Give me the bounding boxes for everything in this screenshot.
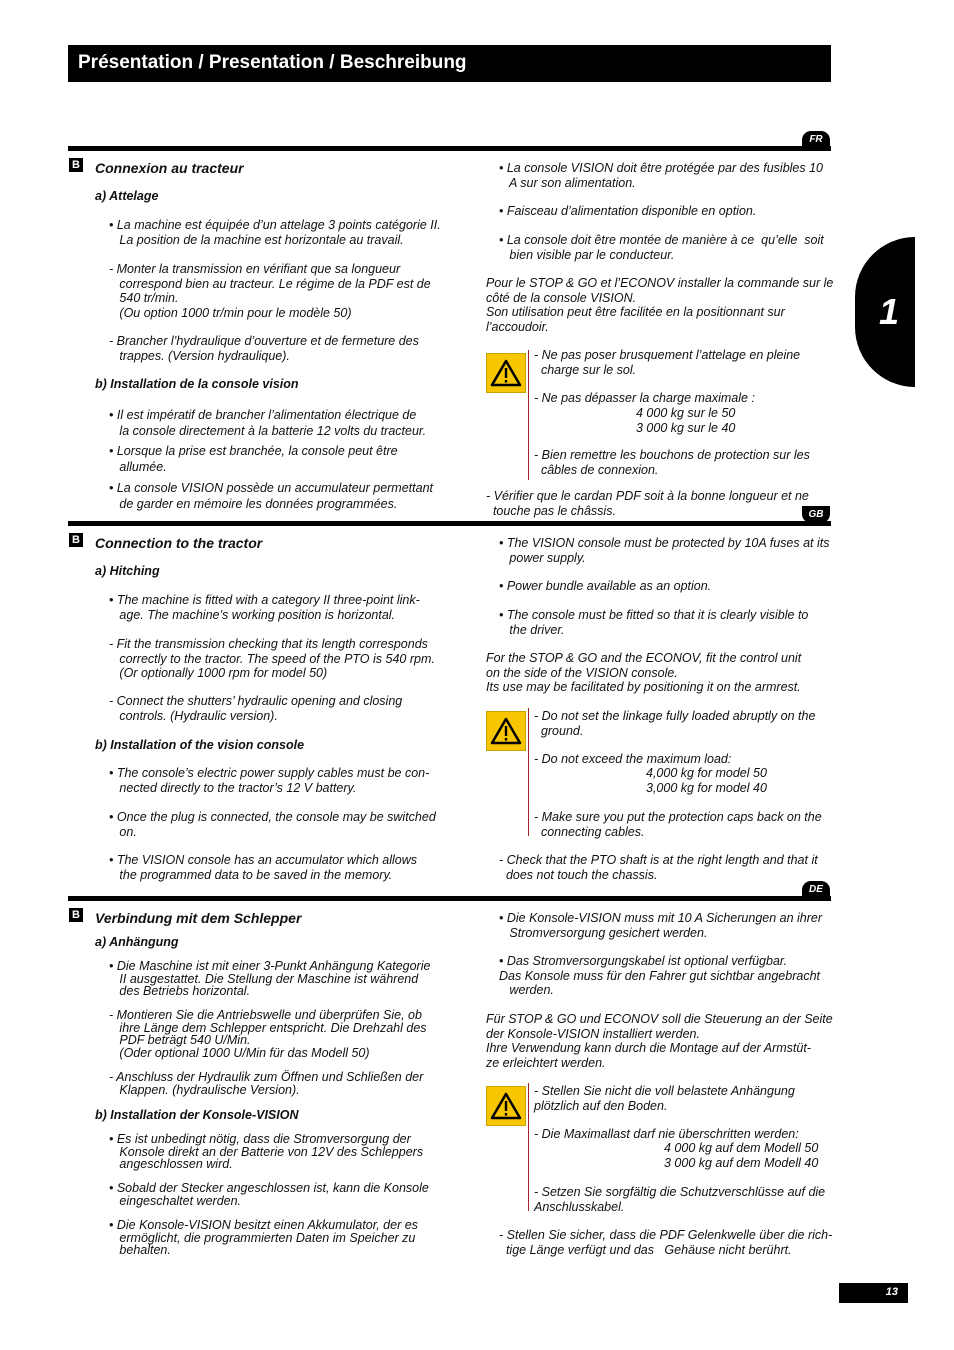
lang-badge-gb: GB [802, 506, 830, 523]
warning-divider [528, 708, 529, 836]
paragraph: - Vérifier que le cardan PDF soit à la bonne longueur et ne touche pas le châssis. [486, 489, 809, 518]
warning-text: - Setzen Sie sorgfältig die Schutzverschlüsse auf die Anschlusskabel. [534, 1185, 826, 1214]
paragraph: Für STOP & GO und ECONOV soll die Steuerung an der Seite der Konsole-VISION installiert werden. Ihre Verwendung kann durch die Montage auf der Armstüt- ze erleichtert werden. [486, 1012, 833, 1070]
section-rule-gb [68, 521, 831, 526]
paragraph: - Stellen Sie sicher, dass die PDF Gelenkwelle über die rich- tige Länge verfügt und das Gehäuse nicht berührt. [499, 1228, 833, 1257]
paragraph: • The console’s electric power supply cables must be con- nected directly to the tractor’s 12 V battery. [109, 766, 430, 795]
subheading: b) Installation de la console vision [95, 377, 299, 391]
warning-load-values: 4,000 kg for model 50 3,000 kg for model 40 [646, 766, 767, 795]
paragraph: • La console VISION doit être protégée par des fusibles 10 A sur son alimentation. [499, 161, 824, 190]
paragraph: • The VISION console must be protected by 10A fuses at its power supply. [499, 536, 830, 565]
paragraph: • Faisceau d’alimentation disponible en option. [499, 204, 757, 218]
paragraph: • La console doit être montée de manière à ce qu’elle soit bien visible par le conducteur. [499, 233, 824, 262]
paragraph: • The machine is fitted with a category II three-point link- age. The machine’s working position is horizontal. [109, 593, 420, 622]
warning-text: - Stellen Sie nicht die voll belastete Anhängung plötzlich auf den Boden. [534, 1084, 795, 1113]
section-rule-fr [68, 146, 831, 151]
paragraph: - Fit the transmission checking that its length corresponds correctly to the tractor. The speed of the PTO is 540 rpm. (Or optionally 1000 rpm for model 50) [109, 637, 435, 680]
subheading: a) Attelage [95, 189, 159, 203]
warning-icon [486, 353, 526, 393]
subheading: a) Anhängung [95, 935, 179, 949]
paragraph: • Die Konsole-VISION muss mit 10 A Sicherungen an ihrer Stromversorgung gesichert werden. [499, 911, 823, 940]
warning-load-values: 4 000 kg auf dem Modell 50 3 000 kg auf dem Modell 40 [664, 1141, 819, 1170]
subheading: b) Installation der Konsole-VISION [95, 1108, 299, 1122]
paragraph: - Brancher l’hydraulique d’ouverture et de fermeture des trappes. (Version hydraulique). [109, 334, 419, 363]
section-title: Connexion au tracteur [95, 160, 244, 176]
paragraph: Pour le STOP & GO et l’ECONOV installer la commande sur le côté de la console VISION. Son utilisation peut être facilitée en la positionnant sur l’accoudoir. [486, 276, 834, 334]
warning-text: - Bien remettre les bouchons de protection sur les câbles de connexion. [534, 448, 810, 477]
warning-text: - Make sure you put the protection caps back on the connecting cables. [534, 810, 822, 839]
paragraph: For the STOP & GO and the ECONOV, fit the control unit on the side of the VISION console. Its use may be facilitated by positioning it on the armrest. [486, 651, 802, 694]
subheading: a) Hitching [95, 564, 160, 578]
section-rule-de [68, 896, 831, 901]
warning-text: - Ne pas poser brusquement l’attelage en pleine charge sur le sol. [534, 348, 801, 377]
warning-text: - Ne pas dépasser la charge maximale : [534, 391, 755, 405]
chapter-number: 1 [879, 291, 900, 332]
page-title: Présentation / Presentation / Beschreibung [78, 52, 467, 73]
section-marker: B [69, 158, 83, 172]
warning-divider [528, 1083, 529, 1211]
paragraph: • The console must be fitted so that it is clearly visible to the driver. [499, 608, 809, 637]
warning-text: - Do not exceed the maximum load: [534, 752, 732, 766]
page-number: 13 [885, 1286, 898, 1298]
warning-icon [486, 711, 526, 751]
section-title: Connection to the tractor [95, 535, 263, 551]
paragraph: • La machine est équipée d’un attelage 3 points catégorie II. La position de la machine est horizontale au travail. [109, 218, 441, 247]
page-header [68, 45, 831, 82]
paragraph: - Anschluss der Hydraulik zum Öffnen und Schließen der Klappen. (hydraulische Version). [109, 1070, 424, 1097]
warning-text: - Do not set the linkage fully loaded abruptly on the ground. [534, 709, 816, 738]
warning-divider [528, 350, 529, 480]
paragraph: • Die Maschine ist mit einer 3-Punkt Anhängung Kategorie II ausgestattet. Die Stellung der Maschine ist während des Betriebs horizontal. [109, 959, 431, 998]
paragraph: - Montieren Sie die Antriebswelle und überprüfen Sie, ob ihre Länge dem Schlepper entspricht. Die Drehzahl des PDF beträgt 540 U/Min. (Oder optional 1000 U/Min für das Modell 50) [109, 1008, 427, 1060]
warning-text: - Die Maximallast darf nie überschritten werden: [534, 1127, 799, 1141]
subheading: b) Installation of the vision console [95, 738, 305, 752]
section-title: Verbindung mit dem Schlepper [95, 910, 302, 926]
paragraph: • La console VISION possède un accumulateur permettant de garder en mémoire les données programmées. [109, 481, 433, 511]
paragraph: • Das Stromversorgungskabel ist optional verfügbar. Das Konsole muss für den Fahrer gut sichtbar angebracht werden. [499, 954, 821, 997]
paragraph: • Power bundle available as an option. [499, 579, 712, 593]
warning-load-values: 4 000 kg sur le 50 3 000 kg sur le 40 [636, 406, 736, 435]
paragraph: • Die Konsole-VISION besitzt einen Akkumulator, der es ermöglicht, die programmierten Daten im Speicher zu behalten. [109, 1218, 418, 1257]
lang-badge-fr: FR [802, 131, 830, 148]
section-marker: B [69, 908, 83, 922]
section-marker: B [69, 533, 83, 547]
lang-badge-de: DE [802, 881, 830, 898]
paragraph: - Connect the shutters’ hydraulic opening and closing controls. (Hydraulic version). [109, 694, 403, 723]
page-number-box [839, 1283, 908, 1303]
paragraph: • Lorsque la prise est branchée, la console peut être allumée. [109, 444, 398, 474]
warning-icon [486, 1086, 526, 1126]
paragraph: - Monter la transmission en vérifiant que sa longueur correspond bien au tracteur. Le régime de la PDF est de 540 tr/min. (Ou option 1000 tr/min pour le modèle 50) [109, 262, 431, 320]
paragraph: - Check that the PTO shaft is at the right length and that it does not touch the chassis. [499, 853, 818, 882]
paragraph: • Once the plug is connected, the console may be switched on. [109, 810, 436, 839]
paragraph: • The VISION console has an accumulator which allows the programmed data to be saved in the memory. [109, 853, 417, 882]
paragraph: • Il est impératif de brancher l’alimentation électrique de la console directement à la batterie 12 volts du tracteur. [109, 408, 427, 438]
paragraph: • Sobald der Stecker angeschlossen ist, kann die Konsole eingeschaltet werden. [109, 1181, 429, 1208]
chapter-tab [855, 237, 915, 387]
paragraph: • Es ist unbedingt nötig, dass die Stromversorgung der Konsole direkt an der Batterie von 12V des Schleppers angeschlossen wird. [109, 1132, 424, 1171]
